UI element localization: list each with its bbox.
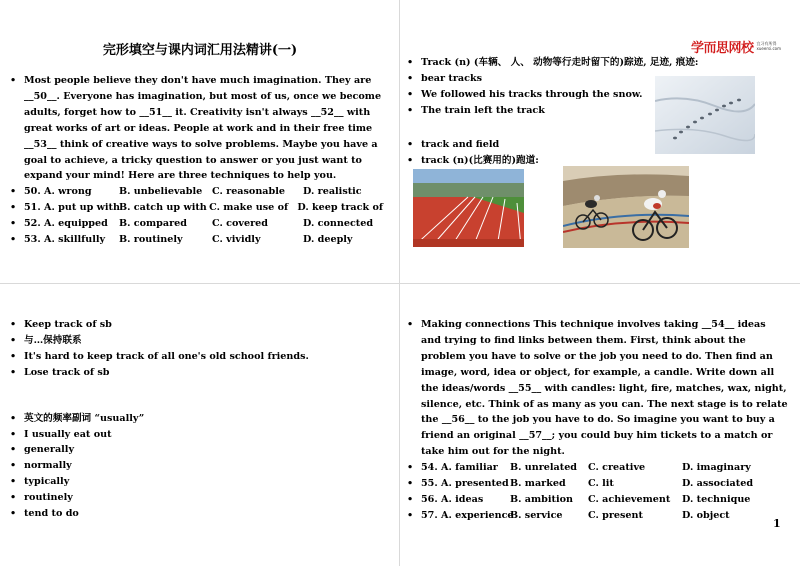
logo-domain: xueersi.com <box>756 46 781 51</box>
option-a: 51. A. put up with <box>24 202 120 214</box>
running-track-photo <box>413 169 524 247</box>
bullet-mark: • <box>407 88 414 100</box>
slide4-list <box>407 317 788 524</box>
bullet-mark: • <box>10 492 17 504</box>
list-spacer <box>10 381 390 411</box>
list-item-text: It's hard to keep track of all one's old school friends. <box>24 350 309 362</box>
list-item-text: bear tracks <box>421 72 483 84</box>
bullet-mark: • <box>10 508 17 520</box>
option-a: 56. A. ideas <box>421 493 484 505</box>
option-d: D. imaginary <box>682 462 751 474</box>
option-d: D. deeply <box>303 234 353 246</box>
question-row <box>407 508 788 524</box>
option-c: C. lit <box>588 478 614 490</box>
bullet-mark: • <box>10 202 17 214</box>
passage-text: Making connections This technique involves taking __54__ ideas and trying to find links between them. First, think about the problem you have to solve or the job you need to do. Then find an image, word, idea or object, for example, a candle. Write down all the ideas/words __55__ with candles: light, fire, matches, wax, night, silence, etc. Think of as many as you can. The next stage is to relate the __56__ to the job you have to do. So imagine you want to buy a friend an original __57__; you could buy him tickets to a match or take him out for the night. <box>421 319 788 458</box>
bullet-mark: • <box>407 72 414 84</box>
snow-tracks-photo <box>655 76 755 154</box>
option-b: B. compared <box>119 218 187 230</box>
list-item-text: generally <box>24 444 75 456</box>
question-row <box>407 476 788 492</box>
list-item-text: routinely <box>24 492 73 504</box>
bullet-mark: • <box>407 138 414 150</box>
list-item <box>407 55 787 71</box>
bullet-mark: • <box>407 509 414 521</box>
option-c: C. vividly <box>212 234 261 246</box>
bullet-mark: • <box>10 412 17 424</box>
slide1-title: 完形填空与课内词汇用法精讲(一) <box>102 43 298 58</box>
option-a: 52. A. equipped <box>24 218 108 230</box>
list-item <box>10 474 390 490</box>
bullet-mark: • <box>10 476 17 488</box>
list-item-text: I usually eat out <box>24 428 112 440</box>
list-item <box>10 317 390 333</box>
list-item <box>10 458 390 474</box>
bullet-mark: • <box>10 234 17 246</box>
question-row <box>10 216 383 232</box>
option-c: C. covered <box>212 218 268 230</box>
option-d: D. technique <box>682 493 751 505</box>
option-b: B. unrelated <box>510 462 578 474</box>
option-a: 50. A. wrong <box>24 186 92 198</box>
list-item-text: We followed his tracks through the snow. <box>421 88 643 100</box>
list-item <box>10 365 390 381</box>
option-b: B. catch up with <box>119 202 207 214</box>
slide1-list <box>10 73 383 248</box>
logo-subtext <box>757 41 781 51</box>
list-item <box>10 427 390 443</box>
option-b: B. unbelievable <box>119 186 203 198</box>
logo-text: 学而思网校 <box>691 40 754 56</box>
option-a: 54. A. familiar <box>421 462 498 474</box>
list-item-text: Track (n) (车辆、 人、 动物等行走时留下的)踪迹, 足迹, 痕迹: <box>421 57 699 68</box>
option-d: D. keep track of <box>297 202 383 214</box>
list-item <box>10 442 390 458</box>
page-number: 1 <box>773 517 781 530</box>
passage-item <box>407 317 788 460</box>
bullet-mark: • <box>407 462 414 474</box>
bullet-mark: • <box>407 104 414 116</box>
bullet-mark: • <box>10 334 17 346</box>
option-c: C. achievement <box>588 493 671 505</box>
bullet-mark: • <box>407 478 414 490</box>
option-a: 55. A. presented <box>421 478 509 490</box>
passage-item <box>10 73 383 184</box>
list-item-text: track and field <box>421 138 500 150</box>
bullet-mark: • <box>10 366 17 378</box>
option-a: 53. A. skillfully <box>24 234 106 246</box>
question-row <box>10 184 383 200</box>
list-item-text: normally <box>24 460 72 472</box>
cycling-track-photo <box>563 166 689 248</box>
list-item-text: The train left the track <box>421 104 545 116</box>
bullet-mark: • <box>407 57 414 68</box>
option-d: D. connected <box>303 218 374 230</box>
question-row <box>407 460 788 476</box>
list-item <box>10 333 390 349</box>
bullet-mark: • <box>10 319 17 330</box>
list-item <box>10 506 390 522</box>
option-c: C. reasonable <box>212 186 285 198</box>
option-b: B. service <box>510 509 563 521</box>
list-item-text: 与…保持联系 <box>24 334 82 346</box>
slide-divider-horizontal <box>0 283 800 284</box>
option-a: 57. A. experience <box>421 509 514 521</box>
option-c: C. present <box>588 509 643 521</box>
bullet-mark: • <box>10 218 17 230</box>
bullet-mark: • <box>10 444 17 456</box>
option-b: B. marked <box>510 478 566 490</box>
option-c: C. creative <box>588 462 646 474</box>
option-d: D. associated <box>682 478 754 490</box>
option-d: D. realistic <box>303 186 362 198</box>
bullet-mark: • <box>407 154 414 166</box>
option-b: B. ambition <box>510 493 573 505</box>
list-item <box>10 490 390 506</box>
list-item <box>10 349 390 365</box>
list-item <box>10 411 390 427</box>
bullet-mark: • <box>10 460 17 472</box>
option-b: B. routinely <box>119 234 183 246</box>
bullet-mark: • <box>407 319 414 330</box>
bullet-mark: • <box>10 186 17 198</box>
option-c: C. make use of <box>209 202 289 214</box>
brand-logo <box>691 38 781 54</box>
bullet-mark: • <box>407 493 414 505</box>
list-item-text: track (n)(比赛用的)跑道: <box>421 154 539 166</box>
list-item-text: typically <box>24 476 70 488</box>
logo-slogan: 宜习有所得 <box>756 41 777 46</box>
list-item-text: tend to do <box>24 508 79 520</box>
list-item-text: 英文的频率副词 “usually” <box>24 412 145 424</box>
slide3-list <box>10 317 390 522</box>
list-item-text: Keep track of sb <box>24 319 112 330</box>
bullet-mark: • <box>10 350 17 362</box>
list-item-text: Lose track of sb <box>24 366 110 378</box>
question-row <box>10 200 383 216</box>
question-row <box>10 232 383 248</box>
question-row <box>407 492 788 508</box>
option-d: D. object <box>682 509 730 521</box>
bullet-mark: • <box>10 75 17 86</box>
bullet-mark: • <box>10 428 17 440</box>
passage-text: Most people believe they don't have much imagination. They are __50__. Everyone has imagination, but most of us, once we become adults, forget how to __51__ it. Creativity isn't always __52__ with great works of art or ideas. People at work and in their free time __53__ think of creative ways to solve problems. Maybe you have a goal to achieve, a tricky question to answer or you just want to expand your mind! Here are three techniques to help you. <box>24 75 382 182</box>
